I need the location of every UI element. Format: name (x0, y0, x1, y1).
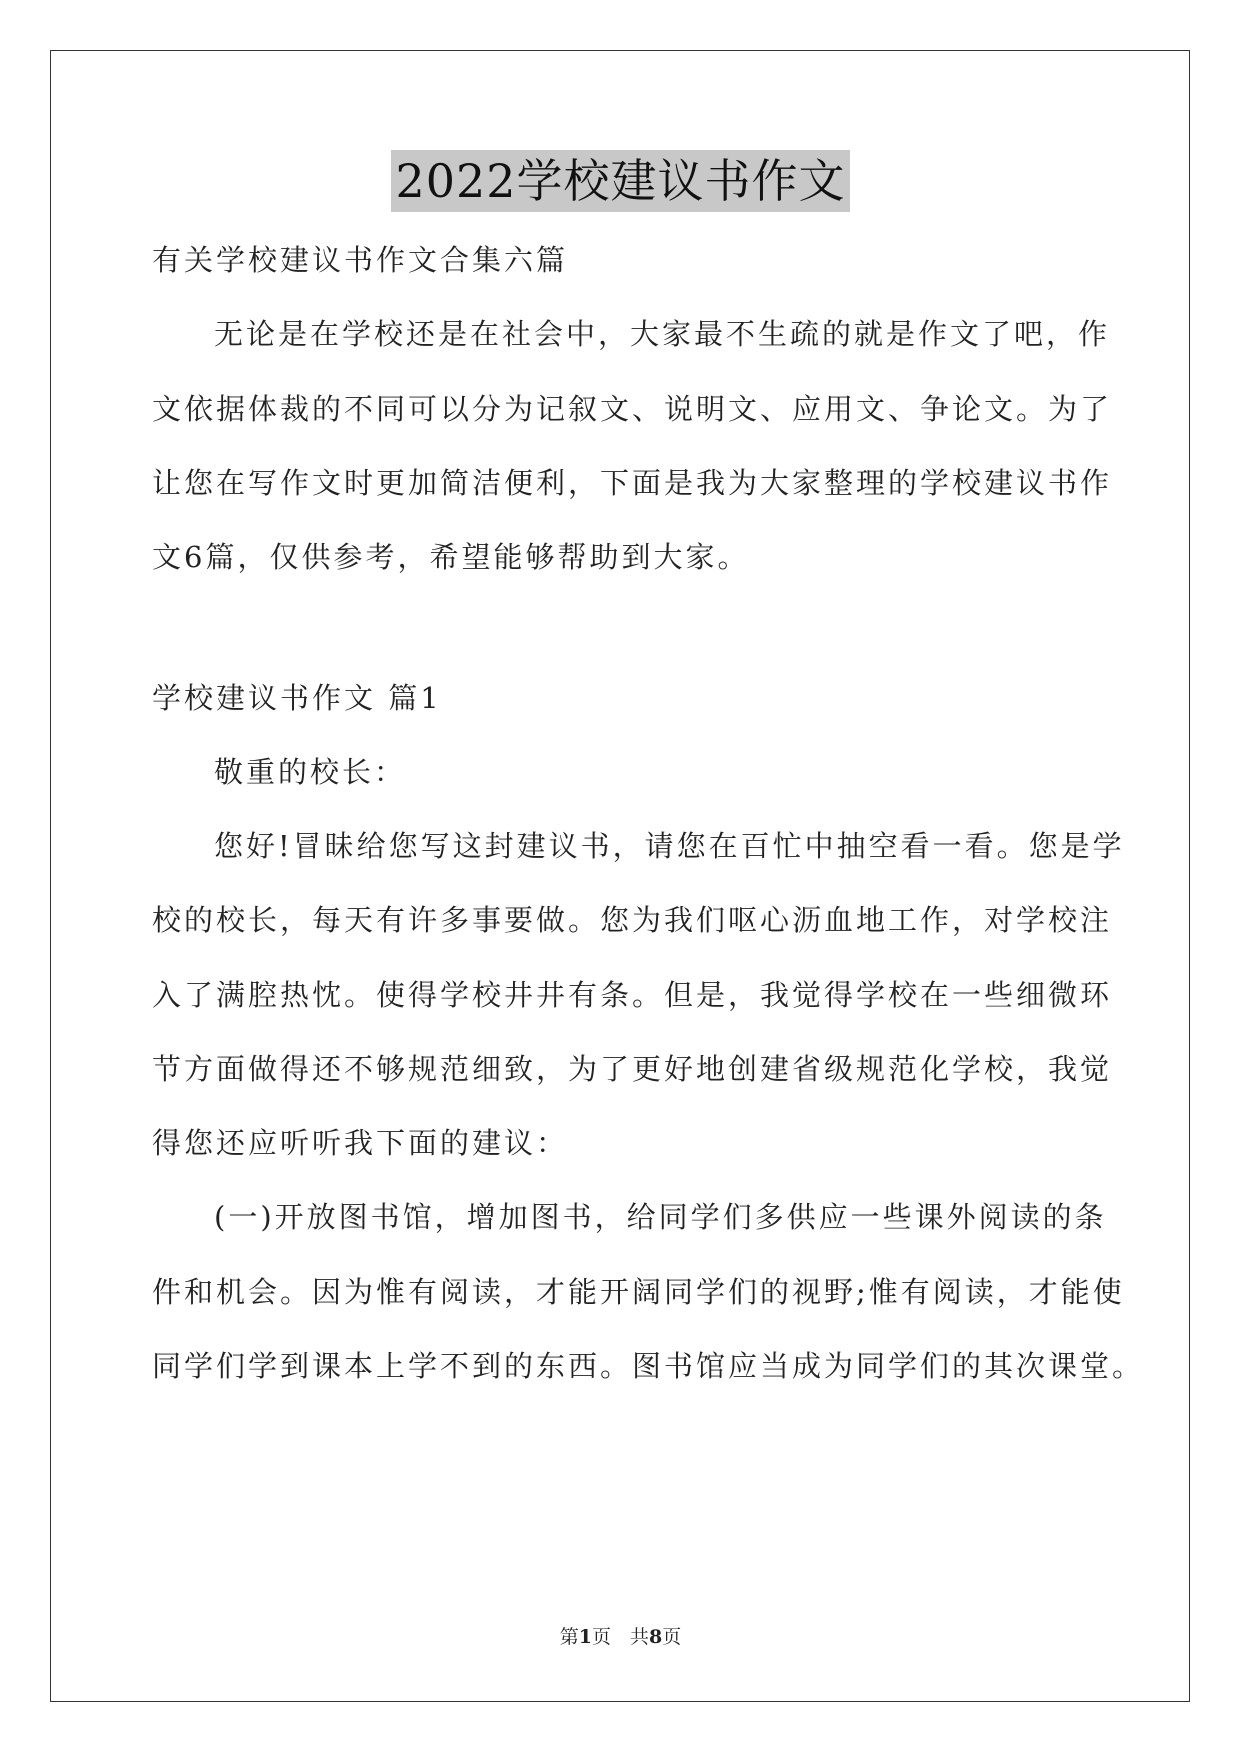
footer-page-current: 1 (578, 1626, 592, 1648)
document-subtitle: 有关学校建议书作文合集六篇 (152, 243, 569, 277)
paragraph-line: 得您还应听听我下面的建议： (152, 1126, 569, 1160)
paragraph-line: (一)开放图书馆，增加图书，给同学们多供应一些课外阅读的条 (214, 1200, 1107, 1234)
section-heading: 学校建议书作文 篇1 (152, 681, 442, 715)
title-container (0, 150, 1241, 212)
intro-line: 文6篇，仅供参考，希望能够帮助到大家。 (152, 540, 750, 574)
intro-line: 文依据体裁的不同可以分为记叙文、说明文、应用文、争论文。为了 (152, 392, 1113, 426)
paragraph-line: 入了满腔热忱。使得学校井井有条。但是，我觉得学校在一些细微环 (152, 978, 1113, 1012)
salutation: 敬重的校长： (214, 755, 407, 789)
paragraph-line: 您好!冒昧给您写这封建议书，请您在百忙中抽空看一看。您是学 (214, 829, 1125, 863)
footer-page-suffix: 页 (662, 1626, 682, 1648)
footer-page-prefix: 第 (559, 1626, 579, 1648)
intro-line: 无论是在学校还是在社会中，大家最不生疏的就是作文了吧，作 (214, 317, 1111, 351)
paragraph-line: 节方面做得还不够规范细致，为了更好地创建省级规范化学校，我觉 (152, 1052, 1113, 1086)
page-border (50, 50, 1190, 1702)
footer-page-total: 8 (649, 1626, 663, 1648)
footer-page-mid: 页 共 (591, 1626, 649, 1648)
page-footer (0, 1622, 1241, 1649)
document-title: 2022学校建议书作文 (391, 150, 849, 212)
paragraph-line: 同学们学到课本上学不到的东西。图书馆应当成为同学们的其次课堂。 (152, 1349, 1145, 1383)
paragraph-line: 件和机会。因为惟有阅读，才能开阔同学们的视野;惟有阅读，才能使 (152, 1275, 1125, 1309)
paragraph-line: 校的校长，每天有许多事要做。您为我们呕心沥血地工作，对学校注 (152, 903, 1113, 937)
intro-line: 让您在写作文时更加简洁便利，下面是我为大家整理的学校建议书作 (152, 466, 1113, 500)
